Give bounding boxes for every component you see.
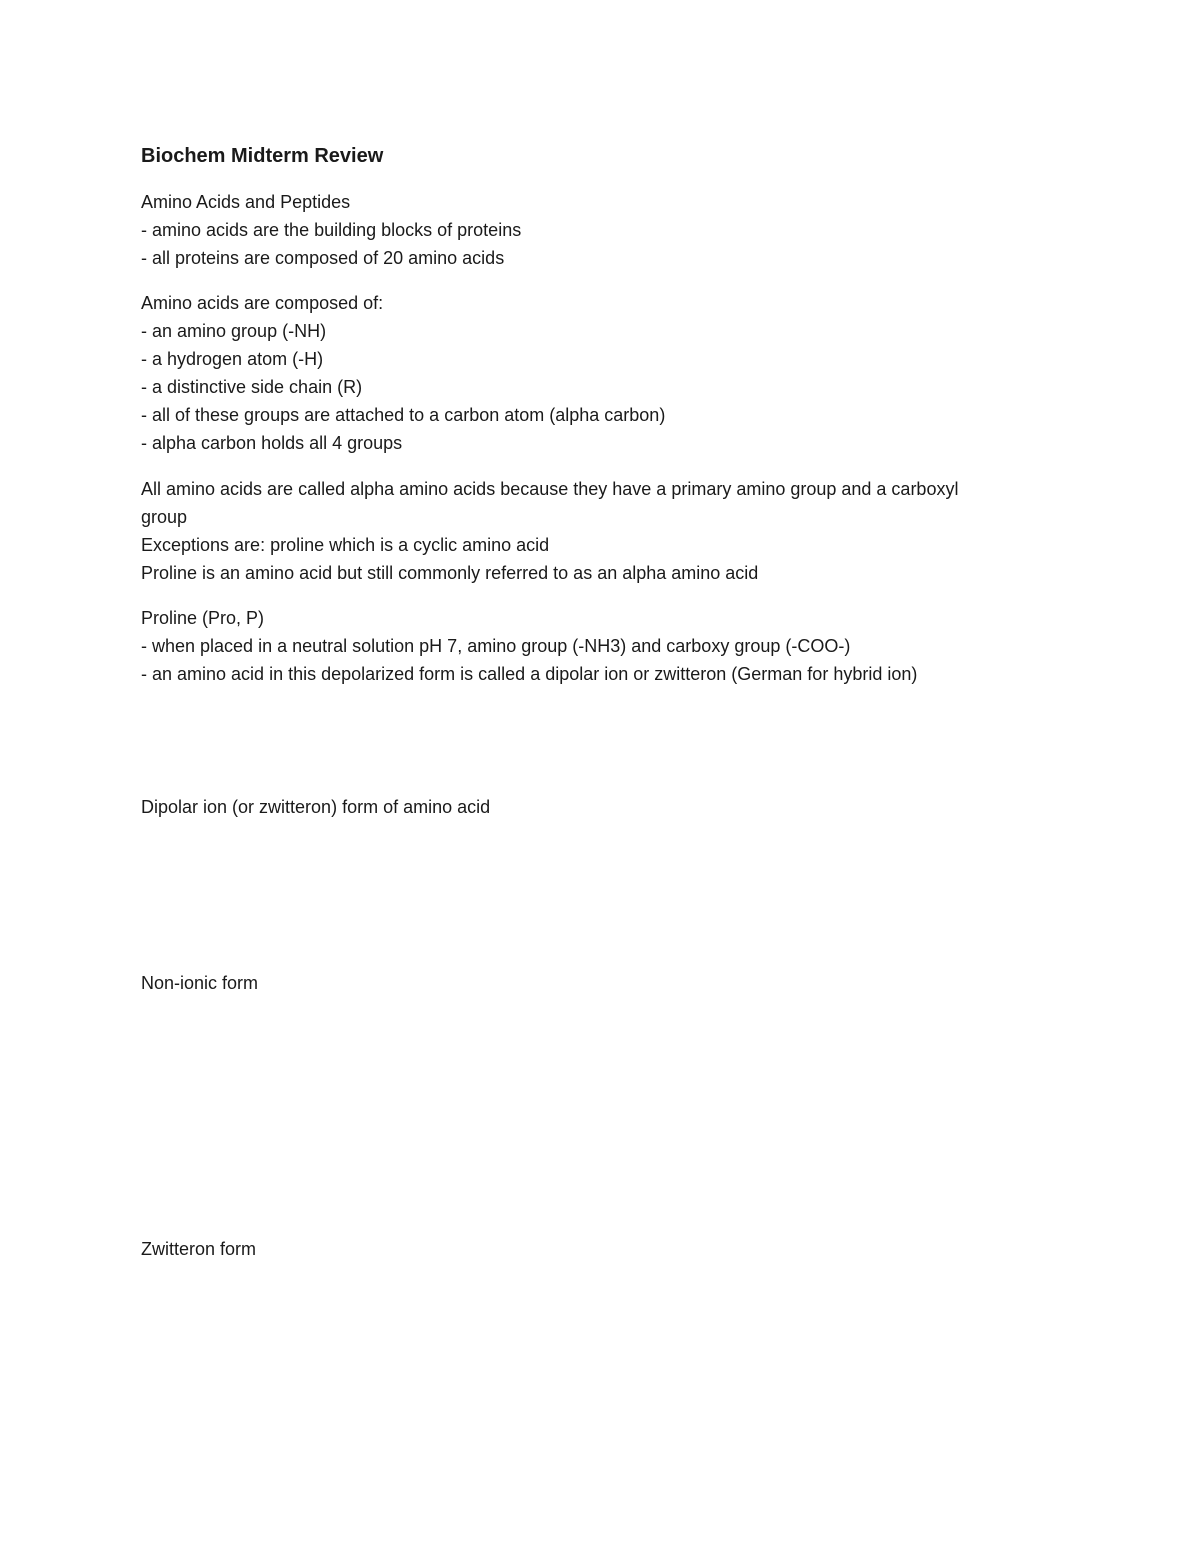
paragraph-proline-note: Proline is an amino acid but still commonly referred to as an alpha amino acid xyxy=(141,563,759,583)
bullet-building-blocks: - amino acids are the building blocks of proteins xyxy=(141,220,522,240)
section-heading-composed-of: Amino acids are composed of: xyxy=(141,293,384,313)
bullet-amino-group: - an amino group (-NH) xyxy=(141,321,327,341)
bullet-hydrogen-atom: - a hydrogen atom (-H) xyxy=(141,349,324,369)
caption-non-ionic-form: Non-ionic form xyxy=(141,973,259,993)
caption-dipolar-ion-form: Dipolar ion (or zwitteron) form of amino acid xyxy=(141,797,491,817)
bullet-side-chain: - a distinctive side chain (R) xyxy=(141,377,363,397)
bullet-dipolar-ion: - an amino acid in this depolarized form is called a dipolar ion or zwitteron (German for hybrid ion) xyxy=(141,664,918,684)
paragraph-exceptions: Exceptions are: proline which is a cyclic amino acid xyxy=(141,535,550,555)
paragraph-alpha-amino-acids: All amino acids are called alpha amino acids because they have a primary amino group and a carboxyl xyxy=(141,479,959,499)
bullet-alpha-carbon-attached: - all of these groups are attached to a carbon atom (alpha carbon) xyxy=(141,405,666,425)
bullet-neutral-solution: - when placed in a neutral solution pH 7, amino group (-NH3) and carboxy group (-COO-) xyxy=(141,636,851,656)
bullet-twenty-amino-acids: - all proteins are composed of 20 amino acids xyxy=(141,248,505,268)
section-heading-amino-acids-peptides: Amino Acids and Peptides xyxy=(141,192,351,212)
bullet-alpha-carbon-holds: - alpha carbon holds all 4 groups xyxy=(141,433,403,453)
caption-zwitteron-form: Zwitteron form xyxy=(141,1239,257,1259)
section-heading-proline: Proline (Pro, P) xyxy=(141,608,265,628)
paragraph-alpha-amino-acids-cont: group xyxy=(141,507,188,527)
document-title: Biochem Midterm Review xyxy=(141,145,384,167)
